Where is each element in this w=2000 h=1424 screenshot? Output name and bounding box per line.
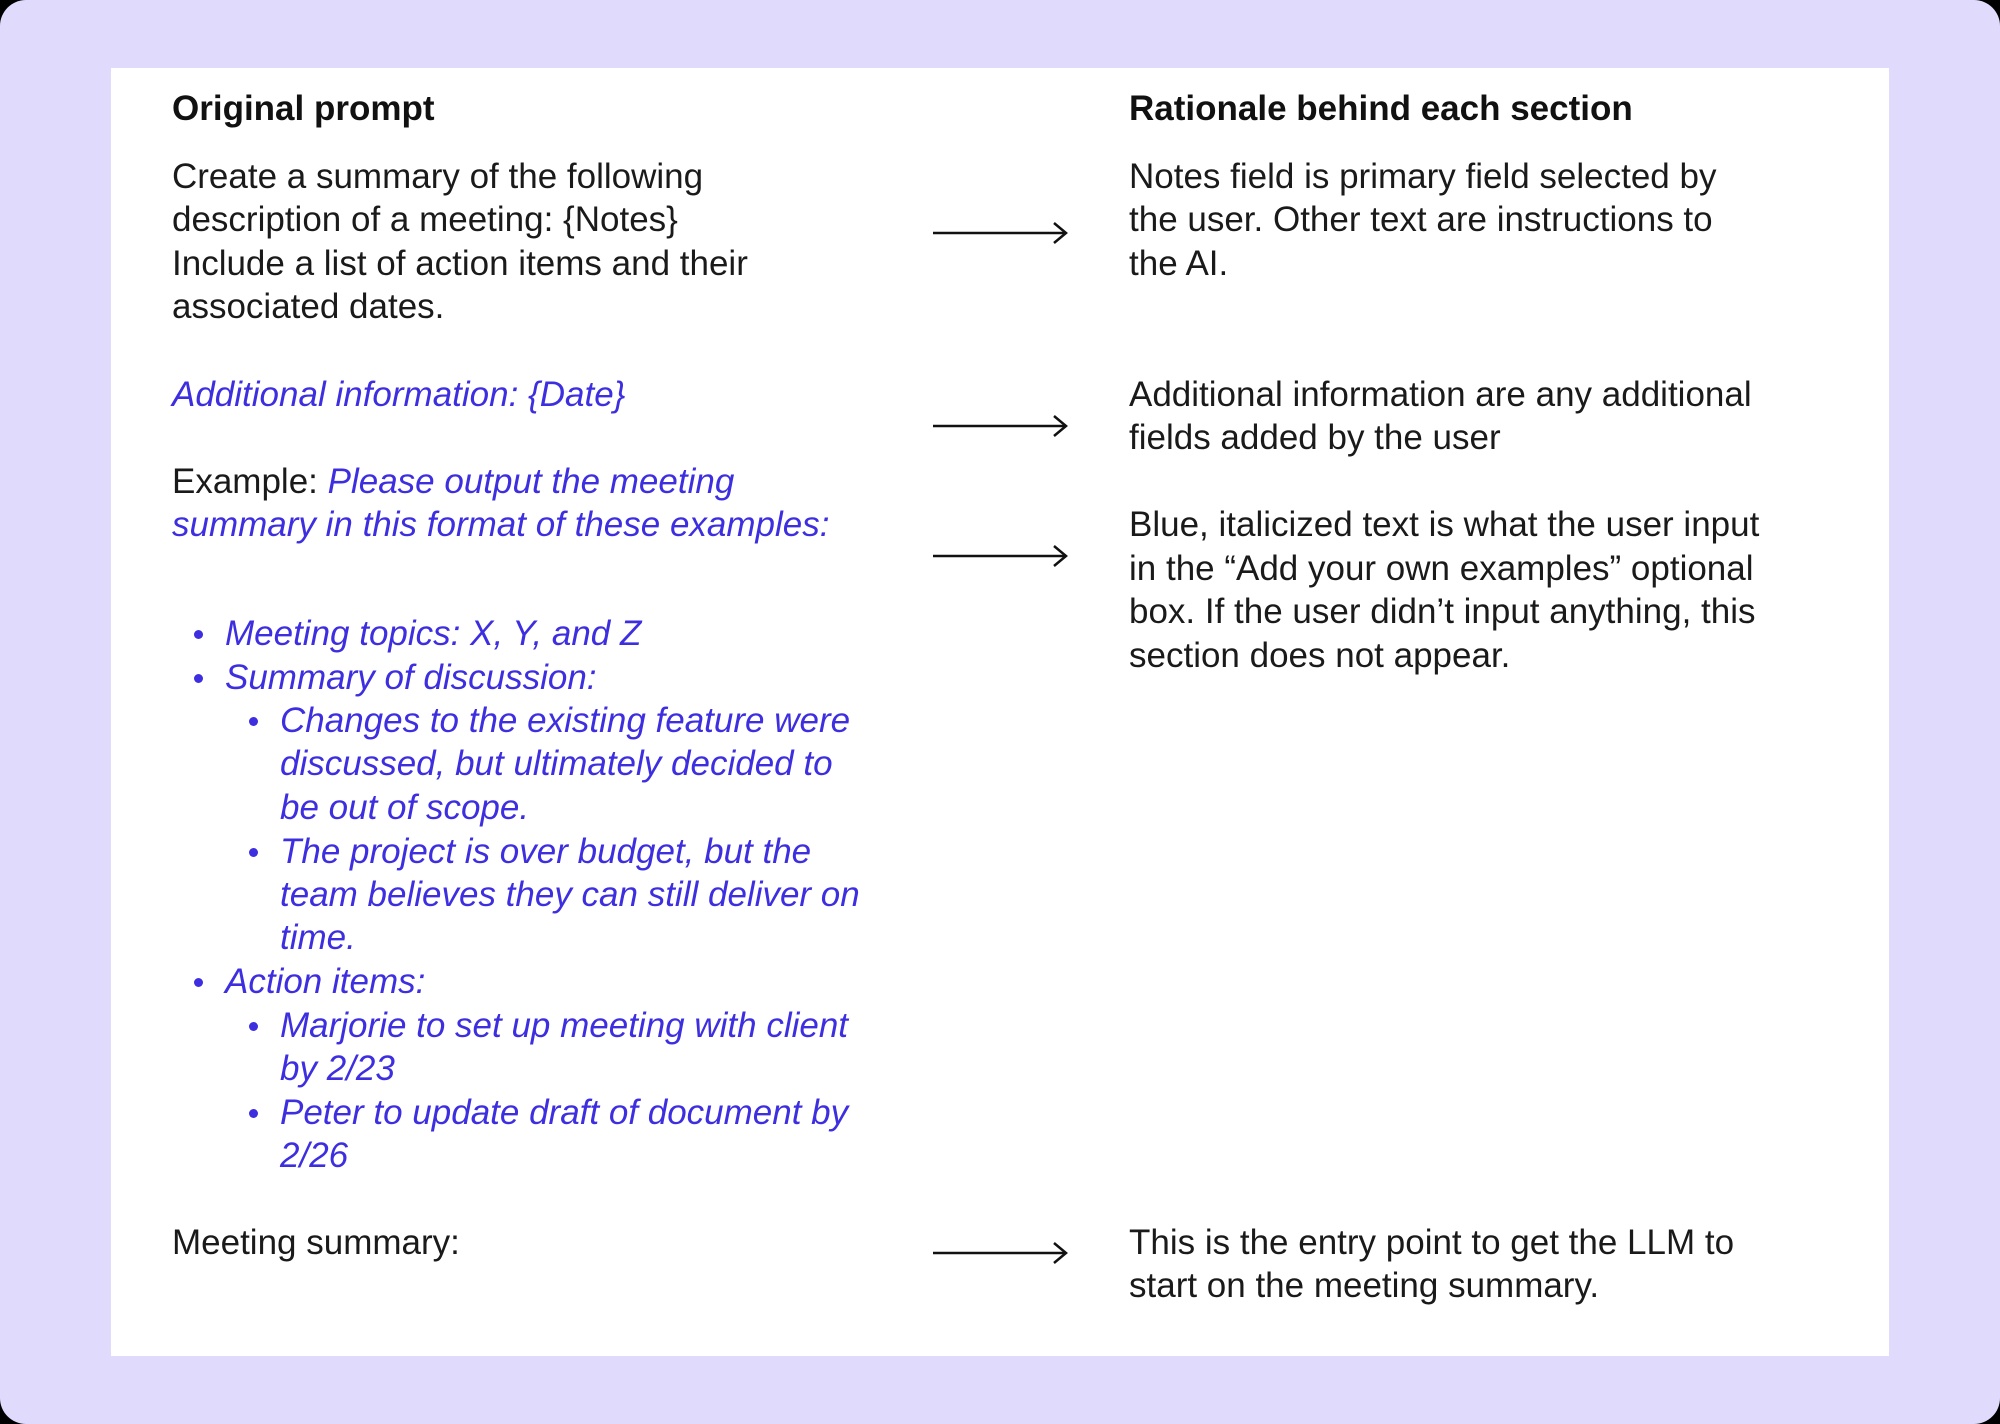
prompt-line-4: associated dates. (172, 287, 445, 326)
prompt-line-1: Create a summary of the following (172, 157, 704, 196)
prompt-line-3: Include a list of action items and their (172, 244, 748, 283)
additional-rationale-line-1: Additional information are any additional (1129, 375, 1752, 414)
bullet-dot (194, 978, 203, 987)
action-2-line-2: 2/26 (280, 1136, 349, 1175)
right-arrow-icon (933, 1241, 1069, 1265)
bullet-dot (249, 717, 258, 726)
additional-info: Additional information: {Date} (172, 375, 626, 414)
bullet-action-items: Action items: (225, 962, 426, 1001)
summary-rationale-line-2: start on the meeting summary. (1129, 1266, 1600, 1305)
action-1-line-2: by 2/23 (280, 1049, 395, 1088)
action-1-line-1: Marjorie to set up meeting with client (280, 1006, 849, 1045)
examples-rationale-line-3: box. If the user didn’t input anything, this (1129, 592, 1756, 631)
examples-rationale-line-2: in the “Add your own examples” optional (1129, 549, 1754, 588)
prompt-line-2: description of a meeting: {Notes} (172, 200, 678, 239)
bullet-dot (249, 848, 258, 857)
discussion-1-line-3: be out of scope. (280, 788, 530, 827)
action-2-line-1: Peter to update draft of document by (280, 1093, 849, 1132)
right-arrow-icon (933, 544, 1069, 568)
discussion-2-line-3: time. (280, 918, 356, 957)
right-arrow-icon (933, 414, 1069, 438)
discussion-2-line-2: team believes they can still deliver on (280, 875, 860, 914)
example-line-1 (172, 460, 734, 504)
right-heading: Rationale behind each section (1129, 89, 1633, 128)
right-arrow-icon (933, 221, 1069, 245)
bullet-dot (249, 1022, 258, 1031)
notes-rationale-line-2: the user. Other text are instructions to (1129, 200, 1713, 239)
notes-rationale-line-3: the AI. (1129, 244, 1229, 283)
additional-rationale-line-2: fields added by the user (1129, 418, 1501, 457)
discussion-1-line-2: discussed, but ultimately decided to (280, 744, 833, 783)
meeting-summary-label: Meeting summary: (172, 1223, 460, 1262)
discussion-1-line-1: Changes to the existing feature were (280, 701, 851, 740)
left-heading: Original prompt (172, 89, 435, 128)
bullet-dot (194, 630, 203, 639)
notes-rationale-line-1: Notes field is primary field selected by (1129, 157, 1717, 196)
examples-rationale-line-4: section does not appear. (1129, 636, 1511, 675)
content-card (111, 68, 1889, 1356)
bullet-summary-of-discussion: Summary of discussion: (225, 658, 597, 697)
summary-rationale-line-1: This is the entry point to get the LLM to (1129, 1223, 1735, 1262)
example-label: Example: (172, 462, 328, 501)
bullet-dot (249, 1109, 258, 1118)
bullet-meeting-topics: Meeting topics: X, Y, and Z (225, 614, 642, 653)
discussion-2-line-1: The project is over budget, but the (280, 832, 812, 871)
bullet-dot (194, 674, 203, 683)
example-intro-2: summary in this format of these examples: (172, 505, 830, 544)
example-intro-1: Please output the meeting (327, 462, 735, 501)
examples-rationale-line-1: Blue, italicized text is what the user input (1129, 505, 1760, 544)
